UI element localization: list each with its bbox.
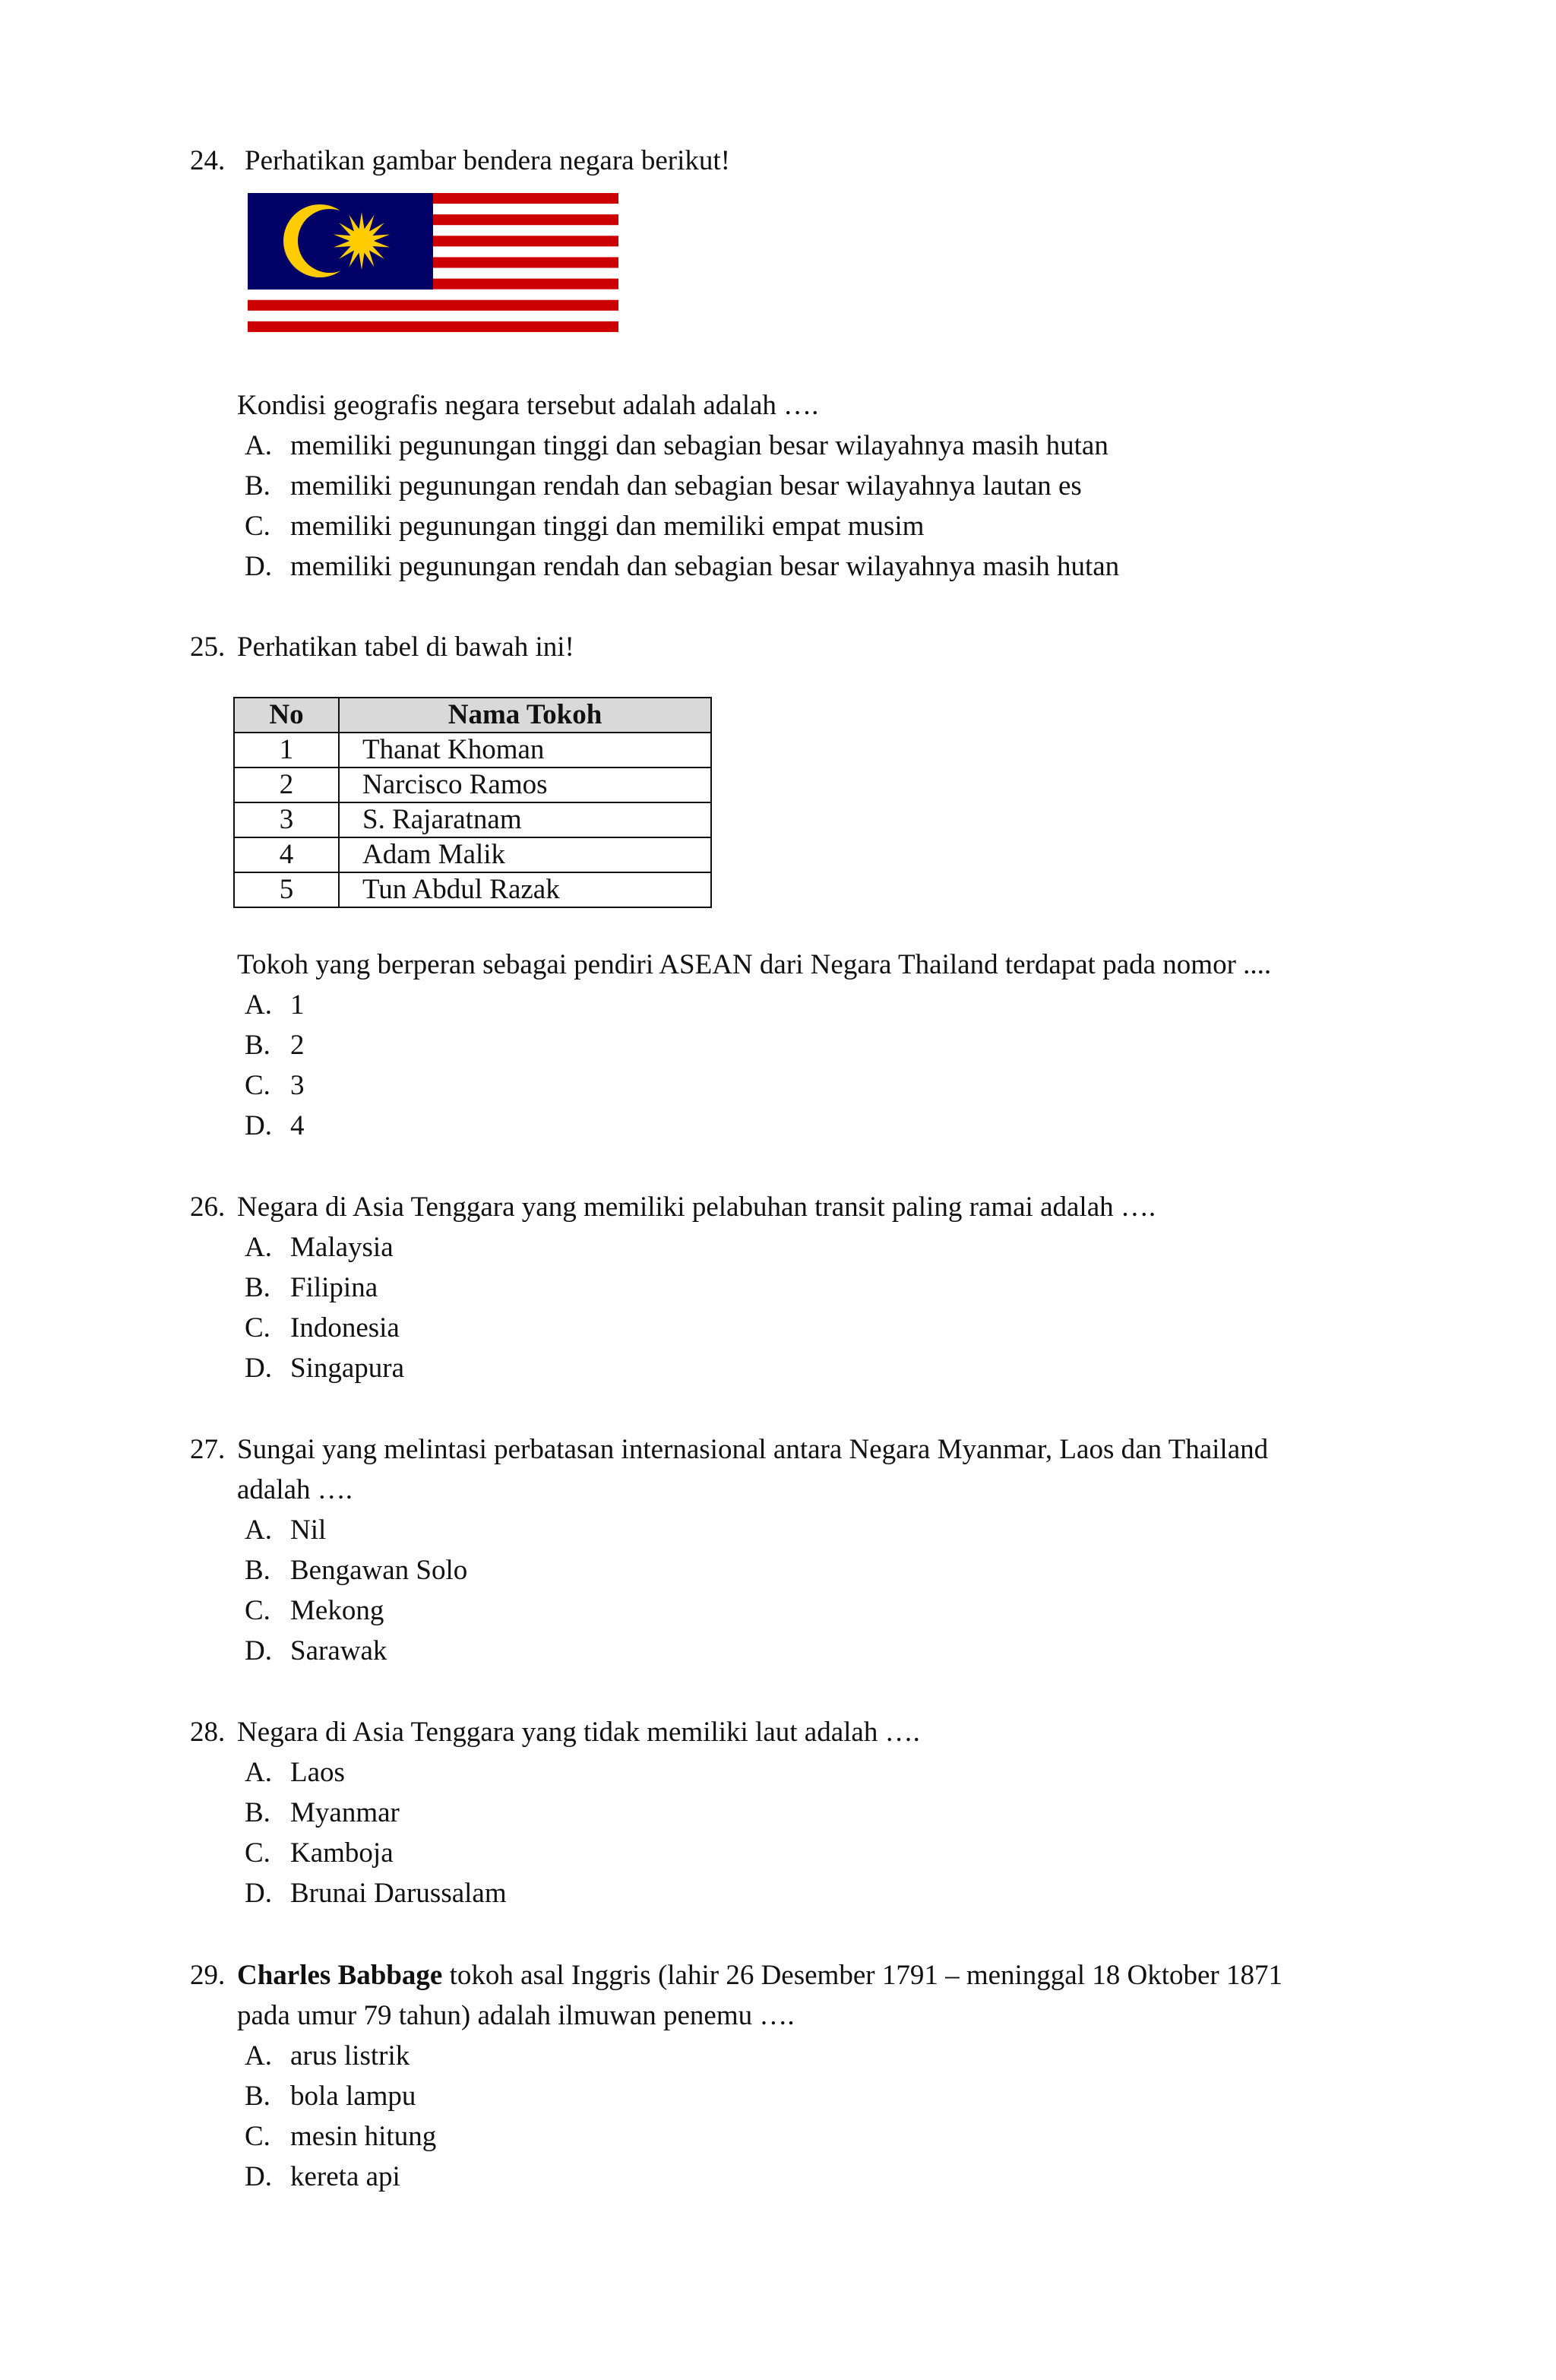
option-letter: C. (245, 2121, 270, 2152)
option-c-text[interactable]: memiliki pegunungan tinggi dan memiliki empat musim (290, 511, 925, 542)
table-cell-no: 5 (234, 872, 339, 907)
option-b-text[interactable]: 2 (290, 1030, 305, 1061)
option-c-text[interactable]: Mekong (290, 1595, 384, 1626)
table-cell-name: Adam Malik (339, 837, 711, 872)
table-cell-name: Thanat Khoman (339, 733, 711, 767)
option-c-text[interactable]: 3 (290, 1070, 305, 1101)
option-letter: A. (245, 1232, 272, 1263)
option-letter: B. (245, 1030, 270, 1061)
flag-stripe (248, 290, 618, 301)
question-prompt-line-2: pada umur 79 tahun) adalah ilmuwan penemu …. (237, 2000, 795, 2031)
question-number: 27. (190, 1434, 226, 1465)
option-a-text[interactable]: arus listrik (290, 2040, 410, 2071)
option-letter: D. (245, 1110, 272, 1141)
option-letter: B. (245, 1555, 270, 1586)
table-cell-name: Narcisco Ramos (339, 767, 711, 802)
option-letter: D. (245, 551, 272, 582)
table-row (234, 802, 711, 837)
question-prompt-rest: tokoh asal Inggris (lahir 26 Desember 1791 – meninggal 18 Oktober 1871 (442, 1960, 1282, 1991)
table-row (234, 872, 711, 907)
question-number: 26. (190, 1192, 226, 1223)
table-header-row (234, 698, 711, 733)
flag-stripe (248, 321, 618, 333)
question-prompt-line-1: Sungai yang melintasi perbatasan internasional antara Negara Myanmar, Laos dan Thailand (237, 1434, 1269, 1465)
option-letter: D. (245, 1353, 272, 1384)
question-prompt: Negara di Asia Tenggara yang memiliki pelabuhan transit paling ramai adalah …. (237, 1192, 1156, 1223)
option-d-text[interactable]: Sarawak (290, 1635, 387, 1666)
tokoh-table (233, 697, 712, 908)
table-cell-name: S. Rajaratnam (339, 802, 711, 837)
option-b-text[interactable]: bola lampu (290, 2081, 416, 2112)
question-prompt-bold: Charles Babbage (237, 1960, 443, 1991)
table-header-no: No (234, 698, 339, 733)
option-letter: A. (245, 1514, 272, 1546)
option-d-text[interactable]: Singapura (290, 1353, 405, 1384)
flag-stripe (248, 311, 618, 322)
question-stem: Kondisi geografis negara tersebut adalah adalah …. (237, 390, 819, 421)
table-row (234, 767, 711, 802)
option-d-text[interactable]: 4 (290, 1110, 305, 1141)
option-a-text[interactable]: Nil (290, 1514, 327, 1546)
option-letter: A. (245, 1757, 272, 1788)
question-number: 25. (190, 631, 226, 663)
table-cell-name: Tun Abdul Razak (339, 872, 711, 907)
flag-stripe (248, 300, 618, 312)
option-b-text[interactable]: memiliki pegunungan rendah dan sebagian besar wilayahnya lautan es (290, 470, 1082, 502)
option-b-text[interactable]: Myanmar (290, 1797, 400, 1828)
question-stem: Tokoh yang berperan sebagai pendiri ASEAN dari Negara Thailand terdapat pada nomor .... (237, 949, 1272, 980)
question-number: 28. (190, 1717, 226, 1748)
option-b-text[interactable]: Bengawan Solo (290, 1555, 468, 1586)
table-header-name: Nama Tokoh (339, 698, 711, 733)
option-d-text[interactable]: memiliki pegunungan rendah dan sebagian besar wilayahnya masih hutan (290, 551, 1120, 582)
option-letter: B. (245, 1272, 270, 1303)
option-d-text[interactable]: Brunai Darussalam (290, 1878, 507, 1909)
table-cell-no: 3 (234, 802, 339, 837)
question-prompt: Perhatikan tabel di bawah ini! (237, 631, 574, 663)
table-cell-no: 1 (234, 733, 339, 767)
option-letter: A. (245, 989, 272, 1021)
table-row (234, 733, 711, 767)
question-number: 24. (190, 145, 226, 176)
option-c-text[interactable]: Kamboja (290, 1837, 394, 1869)
option-a-text[interactable]: Malaysia (290, 1232, 394, 1263)
option-letter: D. (245, 1635, 272, 1666)
option-c-text[interactable]: Indonesia (290, 1312, 400, 1343)
option-letter: B. (245, 2081, 270, 2112)
option-letter: D. (245, 2161, 272, 2192)
option-letter: A. (245, 430, 272, 461)
table-cell-no: 2 (234, 767, 339, 802)
option-letter: C. (245, 1070, 270, 1101)
question-number: 29. (190, 1960, 226, 1991)
option-letter: C. (245, 511, 270, 542)
option-letter: C. (245, 1312, 270, 1343)
table-row (234, 837, 711, 872)
question-prompt: Negara di Asia Tenggara yang tidak memiliki laut adalah …. (237, 1717, 920, 1748)
option-letter: C. (245, 1595, 270, 1626)
option-a-text[interactable]: Laos (290, 1757, 345, 1788)
flag-stripe (248, 332, 618, 343)
option-d-text[interactable]: kereta api (290, 2161, 400, 2192)
option-letter: D. (245, 1878, 272, 1909)
option-a-text[interactable]: 1 (290, 989, 305, 1021)
question-prompt: Perhatikan gambar bendera negara berikut! (245, 145, 730, 176)
option-letter: B. (245, 470, 270, 502)
option-letter: B. (245, 1797, 270, 1828)
question-prompt-line-1 (237, 1959, 1282, 1992)
option-b-text[interactable]: Filipina (290, 1272, 378, 1303)
option-letter: C. (245, 1837, 270, 1869)
option-c-text[interactable]: mesin hitung (290, 2121, 437, 2152)
option-a-text[interactable]: memiliki pegunungan tinggi dan sebagian besar wilayahnya masih hutan (290, 430, 1108, 461)
table-cell-no: 4 (234, 837, 339, 872)
option-letter: A. (245, 2040, 272, 2071)
question-prompt-line-2: adalah …. (237, 1474, 353, 1505)
malaysia-flag-image (248, 193, 618, 343)
